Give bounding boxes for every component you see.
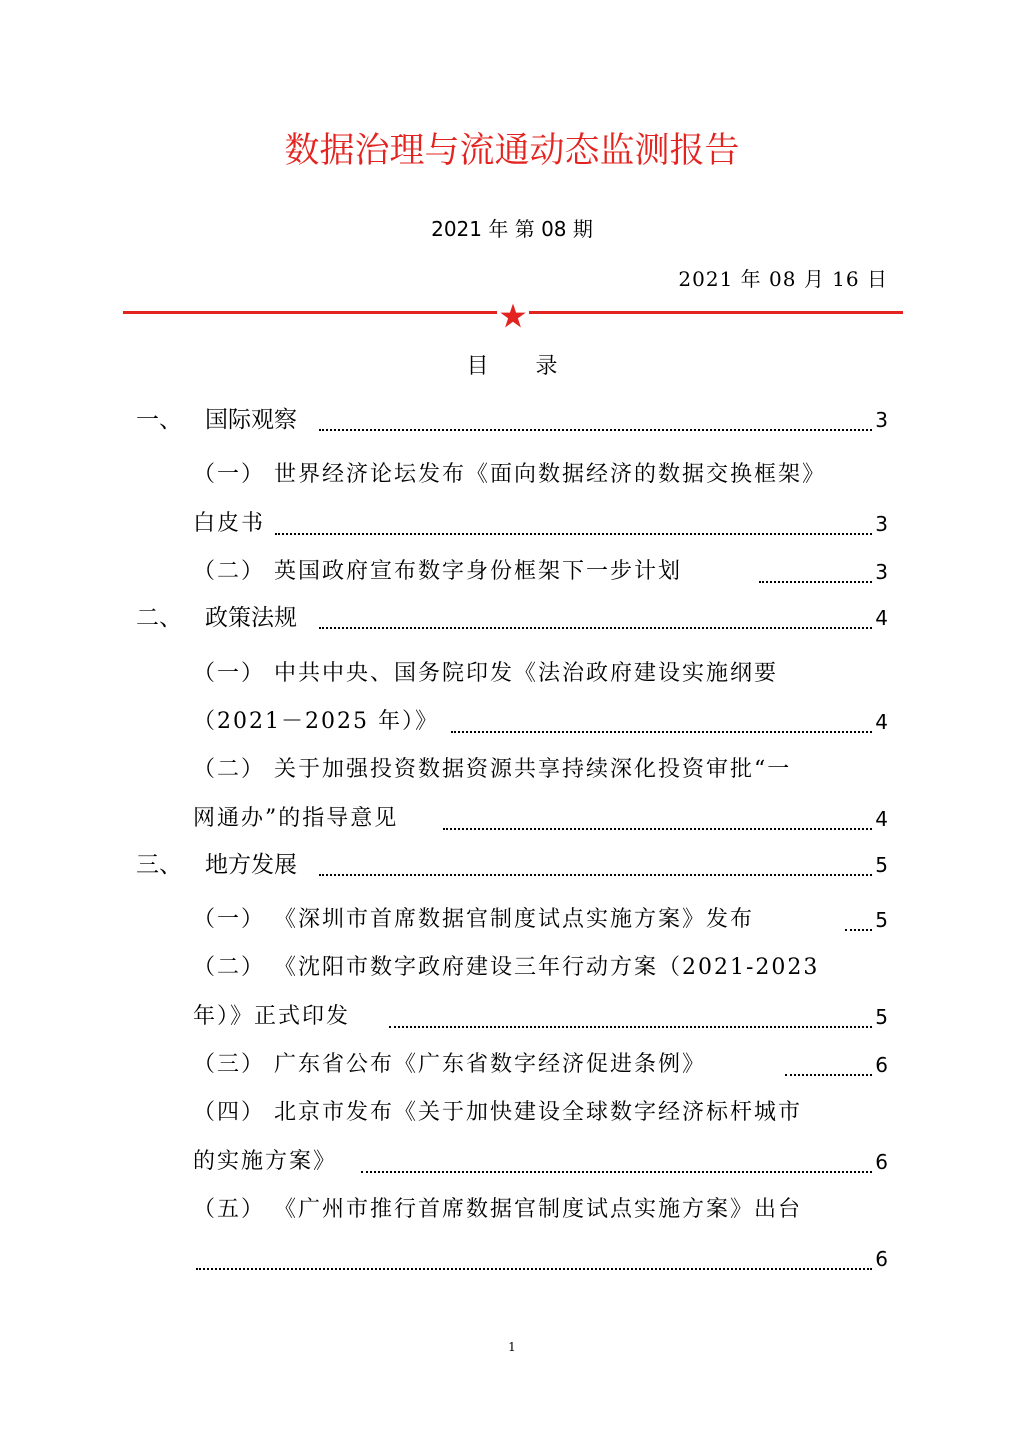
toc-page-number: 3	[875, 560, 888, 584]
toc-page-number: 5	[875, 908, 888, 932]
toc-heading: 目 录	[466, 354, 578, 379]
dot-leader	[319, 874, 872, 876]
toc-entry-text: （四） 北京市发布《关于加快建设全球数字经济标杆城市	[193, 1100, 802, 1125]
toc-entry-uk-digital-identity[interactable]	[0, 552, 1024, 592]
toc-entry-text: （二） 关于加强投资数据资源共享持续深化投资审批“一	[193, 757, 792, 782]
toc-entry-text: （三） 广东省公布《广东省数字经济促进条例》	[193, 1052, 706, 1077]
toc-page-number: 3	[875, 408, 888, 432]
toc-entry-rule-of-law-line1[interactable]	[0, 654, 1024, 694]
toc-page-number: 3	[875, 512, 888, 536]
toc-page-number: 6	[875, 1053, 888, 1077]
toc-entry-guangdong-regulation[interactable]	[0, 1045, 1024, 1085]
dot-leader	[845, 929, 872, 931]
toc-page-number: 6	[875, 1150, 888, 1174]
toc-section-label: 国际观察	[205, 407, 297, 433]
toc-entry-shenzhen-cdo[interactable]	[0, 900, 1024, 940]
page-number-footer: 1	[508, 1340, 516, 1354]
toc-page-number: 6	[875, 1247, 888, 1271]
toc-entry-shenyang-line1[interactable]	[0, 948, 1024, 988]
toc-page-number: 4	[875, 807, 888, 831]
issue-date: 2021 年 08 月 16 日	[678, 267, 888, 291]
dot-leader	[361, 1171, 872, 1173]
toc-section-local[interactable]	[0, 845, 1024, 885]
toc-page-number: 5	[875, 853, 888, 877]
toc-section-number: 三、	[136, 852, 182, 878]
toc-entry-text: （一） 中共中央、国务院印发《法治政府建设实施纲要	[193, 661, 778, 686]
toc-entry-text: 网通办”的指导意见	[193, 806, 399, 831]
toc-entry-text: （二） 《沈阳市数字政府建设三年行动方案（2021-2023	[193, 955, 820, 980]
toc-section-international[interactable]	[0, 400, 1024, 440]
toc-section-label: 地方发展	[205, 852, 297, 878]
dot-leader	[319, 429, 872, 431]
toc-page-number: 4	[875, 606, 888, 630]
toc-entry-text: （2021－2025 年）》	[193, 709, 439, 734]
toc-entry-text: 白皮书	[193, 511, 266, 536]
toc-entry-rule-of-law-line2[interactable]	[0, 702, 1024, 742]
toc-section-number: 一、	[136, 407, 182, 433]
toc-entry-text: （二） 英国政府宣布数字身份框架下一步计划	[193, 559, 682, 584]
toc-entry-text: （一） 世界经济论坛发布《面向数据经济的数据交换框架》	[193, 462, 826, 487]
toc-entry-wef-line2[interactable]	[0, 504, 1024, 544]
toc-entry-beijing-line2[interactable]	[0, 1142, 1024, 1182]
toc-page-number: 4	[875, 710, 888, 734]
dot-leader	[389, 1026, 872, 1028]
toc-entry-guangzhou-line1[interactable]	[0, 1190, 1024, 1230]
dot-leader	[319, 627, 872, 629]
toc-entry-beijing-line1[interactable]	[0, 1093, 1024, 1133]
toc-page-number: 5	[875, 1005, 888, 1029]
issue-number: 2021 年 第 08 期	[431, 217, 593, 241]
dot-leader	[196, 1268, 872, 1270]
toc-section-label: 政策法规	[205, 605, 297, 631]
toc-entry-shenyang-line2[interactable]	[0, 997, 1024, 1037]
toc-entry-text: （一） 《深圳市首席数据官制度试点实施方案》发布	[193, 907, 754, 932]
toc-section-number: 二、	[136, 605, 182, 631]
toc-entry-investment-data-line1[interactable]	[0, 750, 1024, 790]
toc-entry-guangzhou-line2[interactable]	[0, 1239, 1024, 1279]
toc-section-policy[interactable]	[0, 598, 1024, 638]
star-icon	[497, 300, 529, 332]
dot-leader	[451, 731, 872, 733]
dot-leader	[275, 533, 872, 535]
toc-entry-text: （五） 《广州市推行首席数据官制度试点实施方案》出台	[193, 1197, 802, 1222]
toc-entry-text: 年）》正式印发	[193, 1004, 351, 1029]
toc-entry-investment-data-line2[interactable]	[0, 799, 1024, 839]
dot-leader	[759, 581, 872, 583]
toc-entry-text: 的实施方案》	[193, 1149, 338, 1174]
toc-entry-wef-line1[interactable]	[0, 455, 1024, 495]
dot-leader	[785, 1074, 872, 1076]
report-title: 数据治理与流通动态监测报告	[284, 131, 740, 171]
dot-leader	[443, 828, 872, 830]
